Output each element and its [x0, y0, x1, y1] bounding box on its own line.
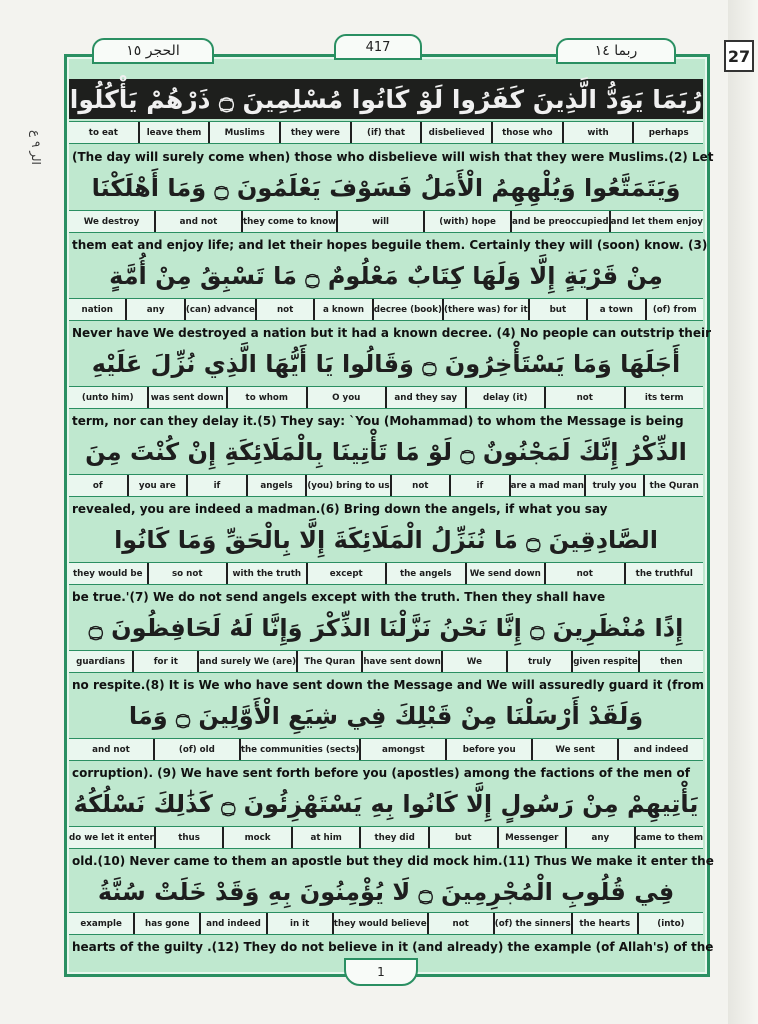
gloss-item: angels [248, 475, 308, 496]
gloss-item: the hearts [573, 913, 639, 934]
page-edge [728, 0, 758, 1024]
juz-tab: ربما ١٤ [556, 38, 676, 64]
gloss-item: The Quran [298, 651, 363, 672]
gloss-item: except [308, 563, 388, 584]
gloss-item: nation [69, 299, 127, 320]
gloss-item: any [127, 299, 185, 320]
gloss-item: and indeed [633, 744, 689, 755]
gloss-row-8 [69, 738, 703, 761]
arabic-line-2: وَيَتَمَتَّعُوا وَيُلْهِهِمُ الْأَمَلُ فَسَوْفَ يَعْلَمُونَ ۝ وَمَا أَهْلَكْنَا [91, 174, 681, 202]
gloss-row-6 [69, 562, 703, 585]
gloss-item: they would believe [334, 913, 429, 934]
gloss-item: perhaps [648, 127, 689, 138]
gloss-item: they did [361, 827, 430, 848]
gloss-item: those who [493, 122, 564, 143]
english-line-5: revealed, you are indeed a madman.(6) Bring down the angels, if what you say [72, 502, 608, 516]
gloss-item: guardians [69, 651, 134, 672]
gloss-item: a known [315, 299, 373, 320]
english-line-1: (The day will surely come when) those who disbelieve will wish that they were Muslims.(2) Let [72, 150, 714, 164]
gloss-item: its term [644, 392, 684, 403]
gloss-item: any [567, 827, 636, 848]
arabic-line-7: إِذًا مُنْظَرِينَ ۝ إِنَّا نَحْنُ نَزَّلْنَا الذِّكْرَ وَإِنَّا لَهُ لَحَافِظُونَ ۝ [88, 614, 684, 642]
english-line-7: no respite.(8) It is We who have sent down the Message and We will assuredly guard it (from [72, 678, 705, 692]
gloss-item: amongst [361, 739, 447, 760]
gloss-item: but [530, 299, 588, 320]
gloss-item: (with) hope [425, 211, 512, 232]
gloss-item: (there was) for it [444, 299, 530, 320]
gloss-item: (unto him) [69, 387, 149, 408]
english-line-3: Never have We destroyed a nation but it had a known decree. (4) No people can outstrip their [72, 326, 712, 340]
gloss-item: have sent down [363, 651, 442, 672]
gloss-row-5 [69, 474, 703, 497]
gloss-item: has gone [135, 913, 201, 934]
gloss-item: came to them [635, 832, 704, 843]
gloss-item: with the truth [228, 563, 308, 584]
gloss-item: a town [588, 299, 646, 320]
gloss-item: (of) the sinners [495, 913, 573, 934]
gloss-item: decree (book) [374, 299, 444, 320]
gloss-item: they would be [69, 563, 149, 584]
gloss-item: delay (it) [467, 387, 547, 408]
gloss-item: (into) [657, 918, 685, 929]
gloss-item: then [660, 656, 683, 667]
gloss-item: not [546, 387, 626, 408]
gloss-item: (of) from [652, 304, 697, 315]
gloss-item: in it [268, 913, 334, 934]
english-line-2: them eat and enjoy life; and let their hopes beguile them. Certainly they will (soon) know. (3) [72, 238, 708, 252]
gloss-item: with [564, 122, 635, 143]
english-line-8: corruption). (9) We have sent forth before you (apostles) among the factions of the men of [72, 766, 690, 780]
gloss-item: before you [447, 739, 533, 760]
gloss-item: the truthful [635, 568, 693, 579]
gloss-item: to whom [228, 387, 308, 408]
gloss-item: We destroy [69, 211, 156, 232]
gloss-item: at him [293, 827, 362, 848]
gloss-item: O you [308, 387, 388, 408]
gloss-item: and be preoccupied [512, 211, 611, 232]
gloss-item: to eat [69, 122, 140, 143]
gloss-item: example [69, 913, 135, 934]
gloss-item: mock [224, 827, 293, 848]
gloss-item: and surely We (are) [199, 651, 298, 672]
gloss-item: given respite [573, 651, 640, 672]
gloss-item: but [430, 827, 499, 848]
gloss-item: and not [69, 739, 155, 760]
gloss-row-7 [69, 650, 703, 673]
title-arabic-strip: رُبَمَا يَوَدُّ الَّذِينَ كَفَرُوا لَوْ كَانُوا مُسْلِمِينَ ۝ ذَرْهُمْ يَأْكُلُوا [69, 79, 703, 119]
gloss-item: not [392, 475, 452, 496]
gloss-row-4 [69, 386, 703, 409]
gloss-row-3 [69, 298, 703, 321]
gloss-item: Muslims [210, 122, 281, 143]
arabic-line-6: الصَّادِقِينَ ۝ مَا نُنَزِّلُ الْمَلَائِكَةَ إِلَّا بِالْحَقِّ وَمَا كَانُوا [114, 526, 658, 554]
gloss-row-2 [69, 210, 703, 233]
arabic-line-9: يَأْتِيهِمْ مِنْ رَسُولٍ إِلَّا كَانُوا بِهِ يَسْتَهْزِئُونَ ۝ كَذَٰلِكَ نَسْلُكُهُ [73, 790, 699, 818]
gloss-item: and indeed [201, 913, 267, 934]
gloss-item: Messenger [499, 827, 568, 848]
gloss-item: of [69, 475, 129, 496]
gloss-item: they come to know [243, 211, 338, 232]
gloss-item: do we let it enter [69, 827, 156, 848]
gloss-item: the communities (sects) [241, 739, 362, 760]
gloss-item: the angels [387, 563, 467, 584]
gloss-item: not [257, 299, 315, 320]
gloss-item: We [443, 651, 508, 672]
gloss-item: if [451, 475, 511, 496]
english-line-4: term, nor can they delay it.(5) They say: `You (Mohammad) to whom the Message is being [72, 414, 684, 428]
gloss-row-1 [69, 121, 703, 144]
english-line-10: hearts of the guilty .(12) They do not believe in it (and already) the example (of Allah's) of the [72, 940, 714, 954]
gloss-item: was sent down [149, 387, 229, 408]
gloss-item: (if) that [352, 122, 423, 143]
english-line-6: be true.'(7) We do not send angels except with the truth. Then they shall have [72, 590, 606, 604]
page-number-tab: 417 [334, 34, 422, 60]
gloss-row-9 [69, 826, 703, 849]
gloss-item: We sent [533, 739, 619, 760]
gloss-item: disbelieved [422, 122, 493, 143]
gloss-item: for it [134, 651, 199, 672]
gloss-item: they were [281, 122, 352, 143]
surah-tab: الحجر ١٥ [92, 38, 214, 64]
gloss-item: truly [508, 651, 573, 672]
gloss-item: not [429, 913, 495, 934]
gloss-item: so not [149, 563, 229, 584]
gloss-item: (you) bring to us [307, 475, 391, 496]
arabic-line-5: الذِّكْرُ إِنَّكَ لَمَجْنُونٌ ۝ لَوْ مَا تَأْتِينَا بِالْمَلَائِكَةِ إِنْ كُنْتَ مِنَ [85, 438, 687, 466]
gloss-item: thus [156, 827, 225, 848]
gloss-item: you are [129, 475, 189, 496]
bottom-page-number: 1 [344, 958, 418, 986]
gloss-item: and they say [387, 387, 467, 408]
gloss-item: not [546, 563, 626, 584]
margin-note: الر ٩ ع [29, 129, 43, 165]
gloss-item: will [338, 211, 425, 232]
gloss-item: (can) advance [186, 299, 257, 320]
arabic-line-3: مِنْ قَرْيَةٍ إِلَّا وَلَهَا كِتَابٌ مَعْلُومٌ ۝ مَا تَسْبِقُ مِنْ أُمَّةٍ [109, 262, 663, 290]
arabic-line-4: أَجَلَهَا وَمَا يَسْتَأْخِرُونَ ۝ وَقَالُوا يَا أَيُّهَا الَّذِي نُزِّلَ عَلَيْهِ [91, 350, 681, 378]
gloss-item: and let them enjoy [610, 216, 703, 227]
gloss-item: truly you [586, 475, 646, 496]
gloss-item: leave them [140, 122, 211, 143]
gloss-row-10 [69, 912, 703, 935]
gloss-item: and not [156, 211, 243, 232]
juz-number-badge: 27 [724, 40, 754, 72]
arabic-line-8: وَلَقَدْ أَرْسَلْنَا مِنْ قَبْلِكَ فِي شِيَعِ الْأَوَّلِينَ ۝ وَمَا [128, 702, 644, 730]
gloss-item: are a mad man [511, 475, 586, 496]
gloss-item: if [188, 475, 248, 496]
gloss-item: the Quran [649, 480, 699, 491]
arabic-line-10: فِي قُلُوبِ الْمُجْرِمِينَ ۝ لَا يُؤْمِنُونَ بِهِ وَقَدْ خَلَتْ سُنَّةُ [97, 878, 675, 906]
gloss-item: We send down [467, 563, 547, 584]
english-line-9: old.(10) Never came to them an apostle but they did mock him.(11) Thus We make it enter the [72, 854, 714, 868]
gloss-item: (of) old [155, 739, 241, 760]
